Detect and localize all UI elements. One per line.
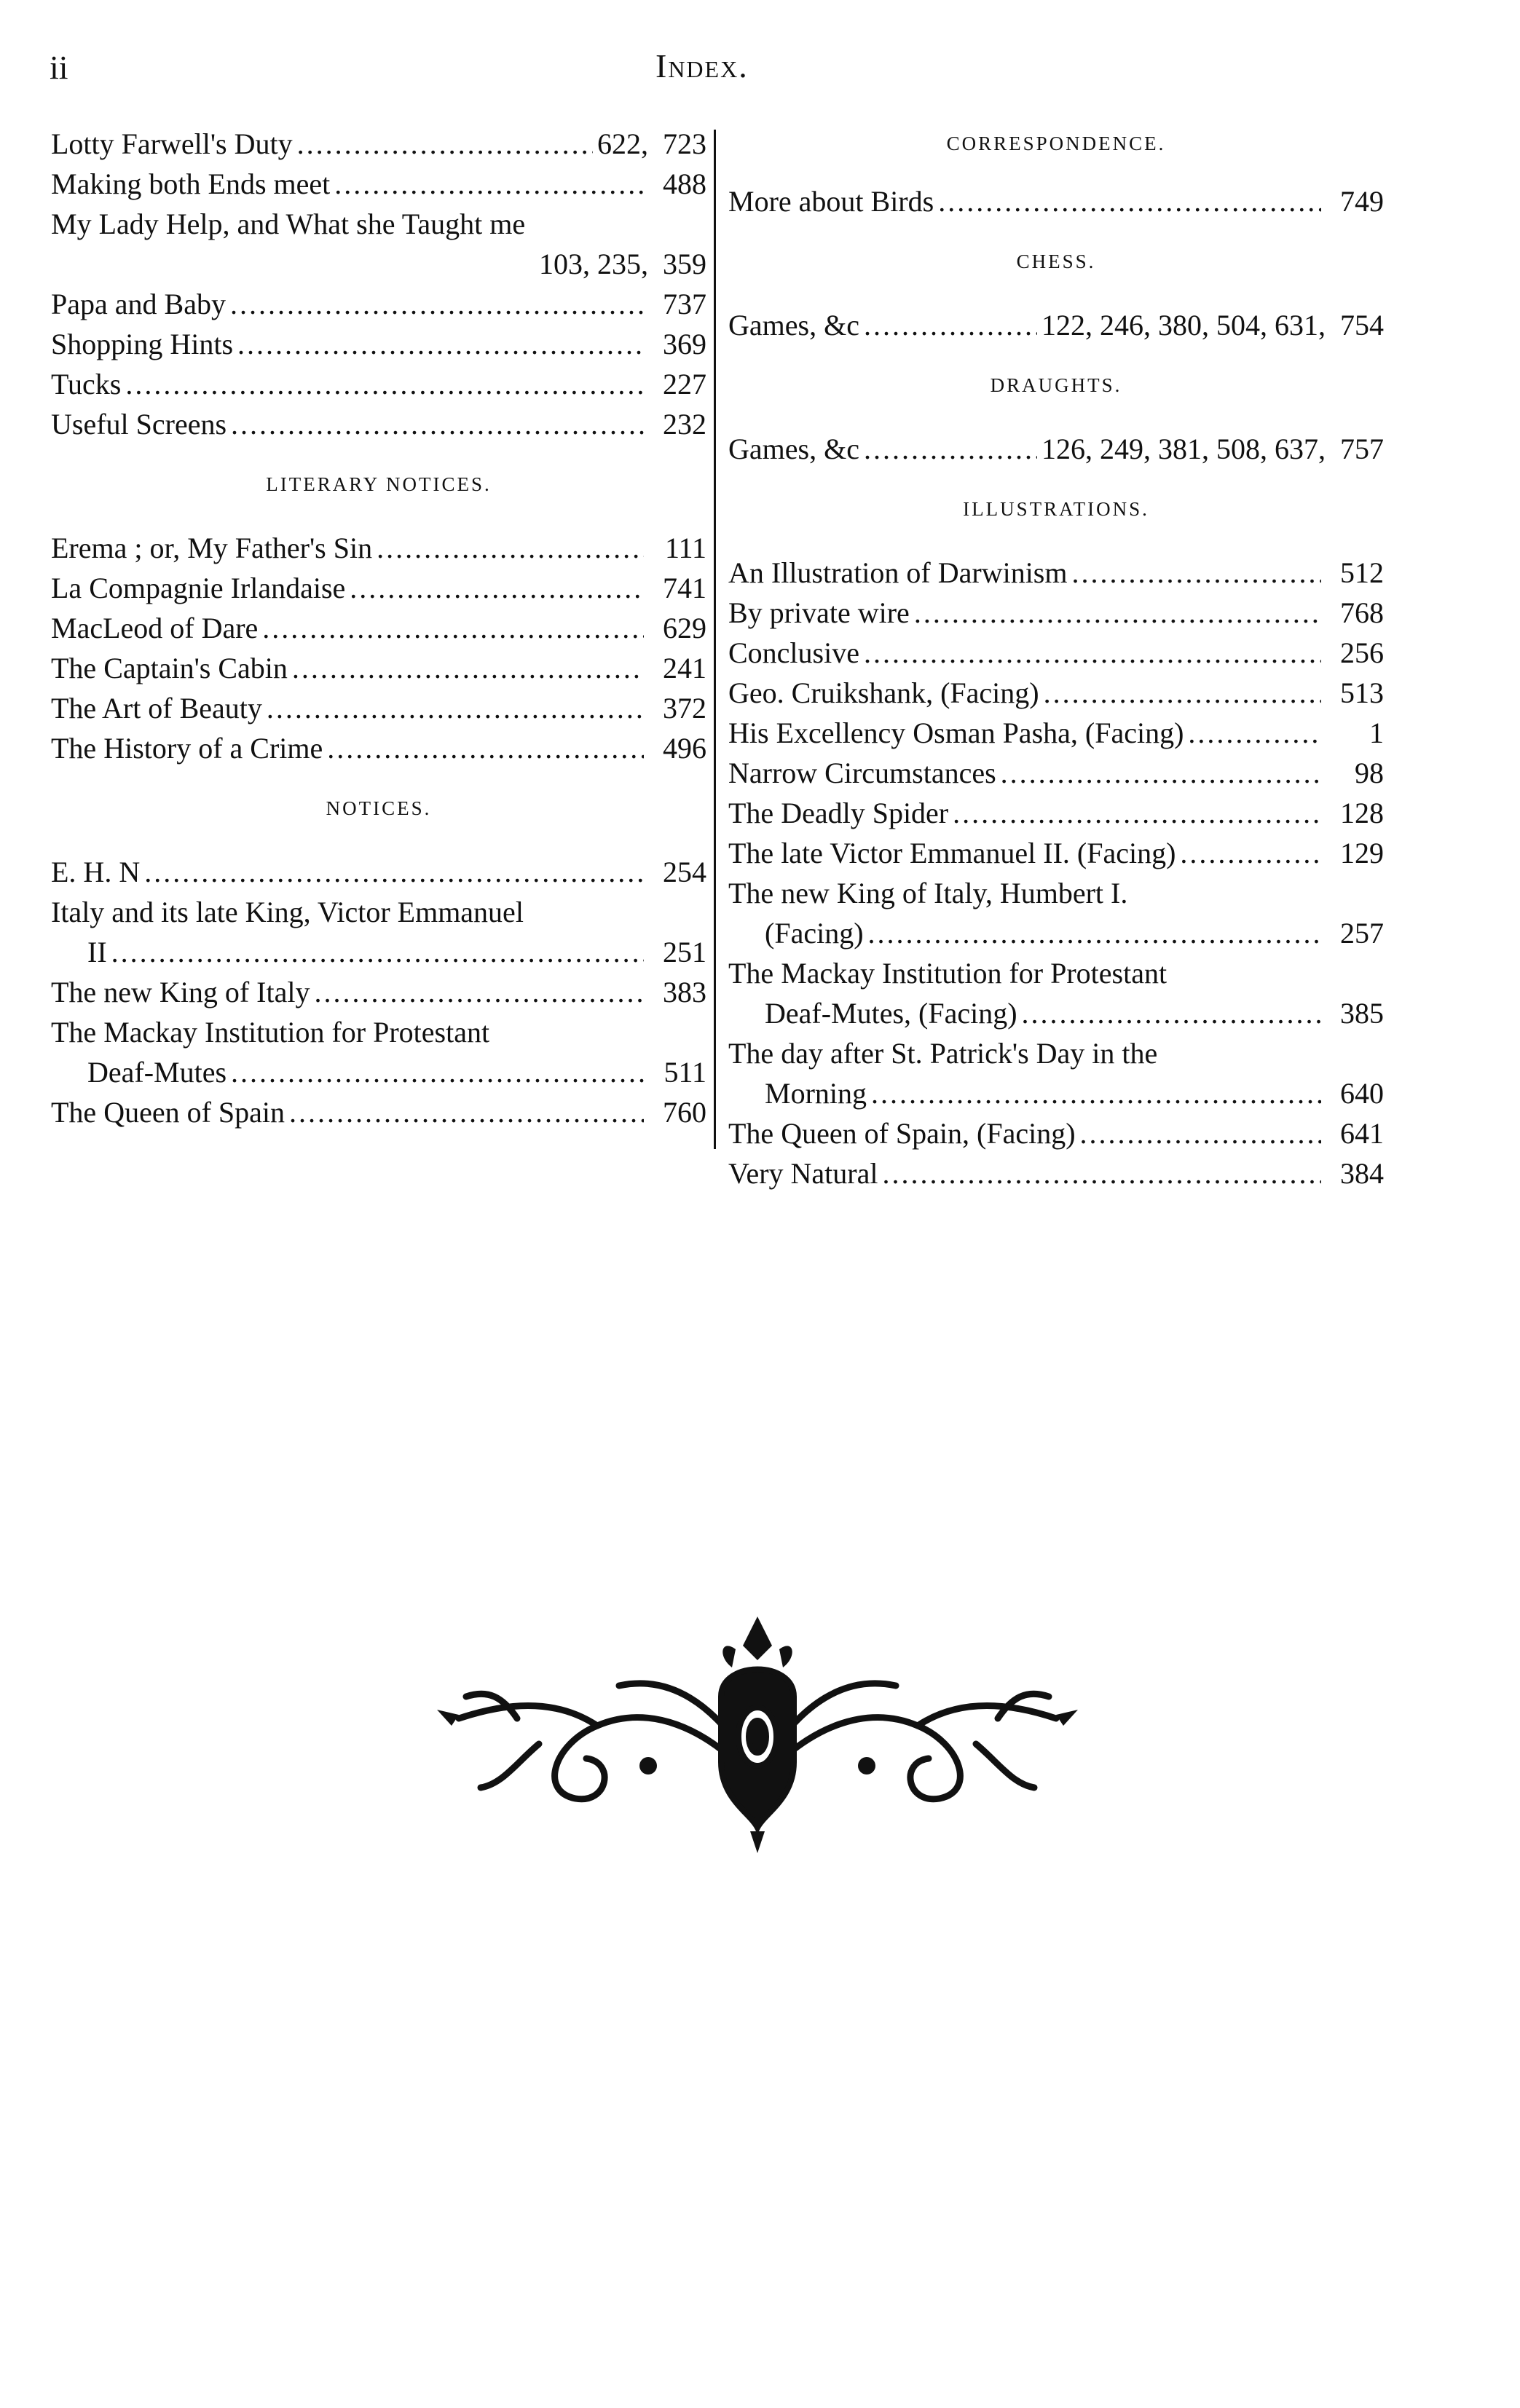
index-entry: More about Birds ..... 749: [728, 181, 1384, 221]
page-number: ii: [50, 49, 68, 86]
index-entry: II ..... 251: [51, 932, 706, 972]
index-entry: Tucks ..... 227: [51, 364, 706, 404]
section-heading-literary: LITERARY NOTICES.: [266, 473, 492, 495]
index-entry: Deaf-Mutes, (Facing) ..... 385: [728, 993, 1384, 1033]
index-entry: (Facing) ..... 257: [728, 913, 1384, 953]
index-entry: Narrow Circumstances ..... 98: [728, 753, 1384, 793]
index-entry: Games, &c ..... 122, 246, 380, 504, 631, 754: [728, 305, 1384, 345]
column-divider: [714, 130, 716, 1149]
index-entry-line: My Lady Help, and What she Taught me: [51, 208, 526, 240]
index-entry-line: The Mackay Institution for Protestant: [728, 957, 1167, 990]
index-entry: His Excellency Osman Pasha, (Facing) ..... 1: [728, 713, 1384, 753]
index-entry: Deaf-Mutes ..... 511: [51, 1052, 706, 1092]
index-entry: The new King of Italy ..... 383: [51, 972, 706, 1012]
index-entry: Games, &c ..... 126, 249, 381, 508, 637, 757: [728, 429, 1384, 469]
index-entry: Conclusive ..... 256: [728, 633, 1384, 673]
index-entry: The Captain's Cabin ..... 241: [51, 648, 706, 688]
section-heading-chess: CHESS.: [1016, 250, 1096, 272]
index-entry-line: The Mackay Institution for Protestant: [51, 1016, 490, 1049]
index-entry: The late Victor Emmanuel II. (Facing) ..... 129: [728, 833, 1384, 873]
index-entry: An Illustration of Darwinism ..... 512: [728, 553, 1384, 593]
index-entry: Very Natural ..... 384: [728, 1153, 1384, 1193]
index-entry: E. H. N ..... 254: [51, 852, 706, 892]
section-heading-draughts: DRAUGHTS.: [990, 374, 1122, 396]
index-entry: By private wire ..... 768: [728, 593, 1384, 633]
index-entry: Morning ..... 640: [728, 1073, 1384, 1113]
index-entry: Making both Ends meet ..... 488: [51, 164, 706, 204]
index-entry: MacLeod of Dare ..... 629: [51, 608, 706, 648]
floral-scroll-ornament-icon: [430, 1616, 1085, 1857]
left-column: [51, 124, 706, 1132]
index-entry-line: The new King of Italy, Humbert I.: [728, 877, 1128, 909]
section-heading-illustrations: ILLUSTRATIONS.: [963, 498, 1149, 520]
index-entry: Lotty Farwell's Duty ..... 622, 723: [51, 124, 706, 164]
index-entry: The Queen of Spain ..... 760: [51, 1092, 706, 1132]
index-entry: Erema ; or, My Father's Sin ..... 111: [51, 528, 706, 568]
index-entry-line: Italy and its late King, Victor Emmanuel: [51, 896, 524, 928]
index-entry: The Deadly Spider ..... 128: [728, 793, 1384, 833]
right-column: [728, 124, 1384, 1193]
index-entry: Shopping Hints ..... 369: [51, 324, 706, 364]
running-head: Index.: [655, 47, 749, 84]
index-entry: Geo. Cruikshank, (Facing) ..... 513: [728, 673, 1384, 713]
index-entry: La Compagnie Irlandaise ..... 741: [51, 568, 706, 608]
index-entry: The Queen of Spain, (Facing) ..... 641: [728, 1113, 1384, 1153]
section-heading-notices: NOTICES.: [326, 797, 432, 819]
section-heading-correspondence: CORRESPONDENCE.: [946, 133, 1166, 154]
index-entry: Useful Screens ..... 232: [51, 404, 706, 444]
index-entry: Papa and Baby ..... 737: [51, 284, 706, 324]
index-entry: 103, 235, 359: [539, 248, 706, 280]
index-entry-line: The day after St. Patrick's Day in the: [728, 1037, 1158, 1070]
index-entry: The History of a Crime ..... 496: [51, 728, 706, 768]
index-entry: The Art of Beauty ..... 372: [51, 688, 706, 728]
